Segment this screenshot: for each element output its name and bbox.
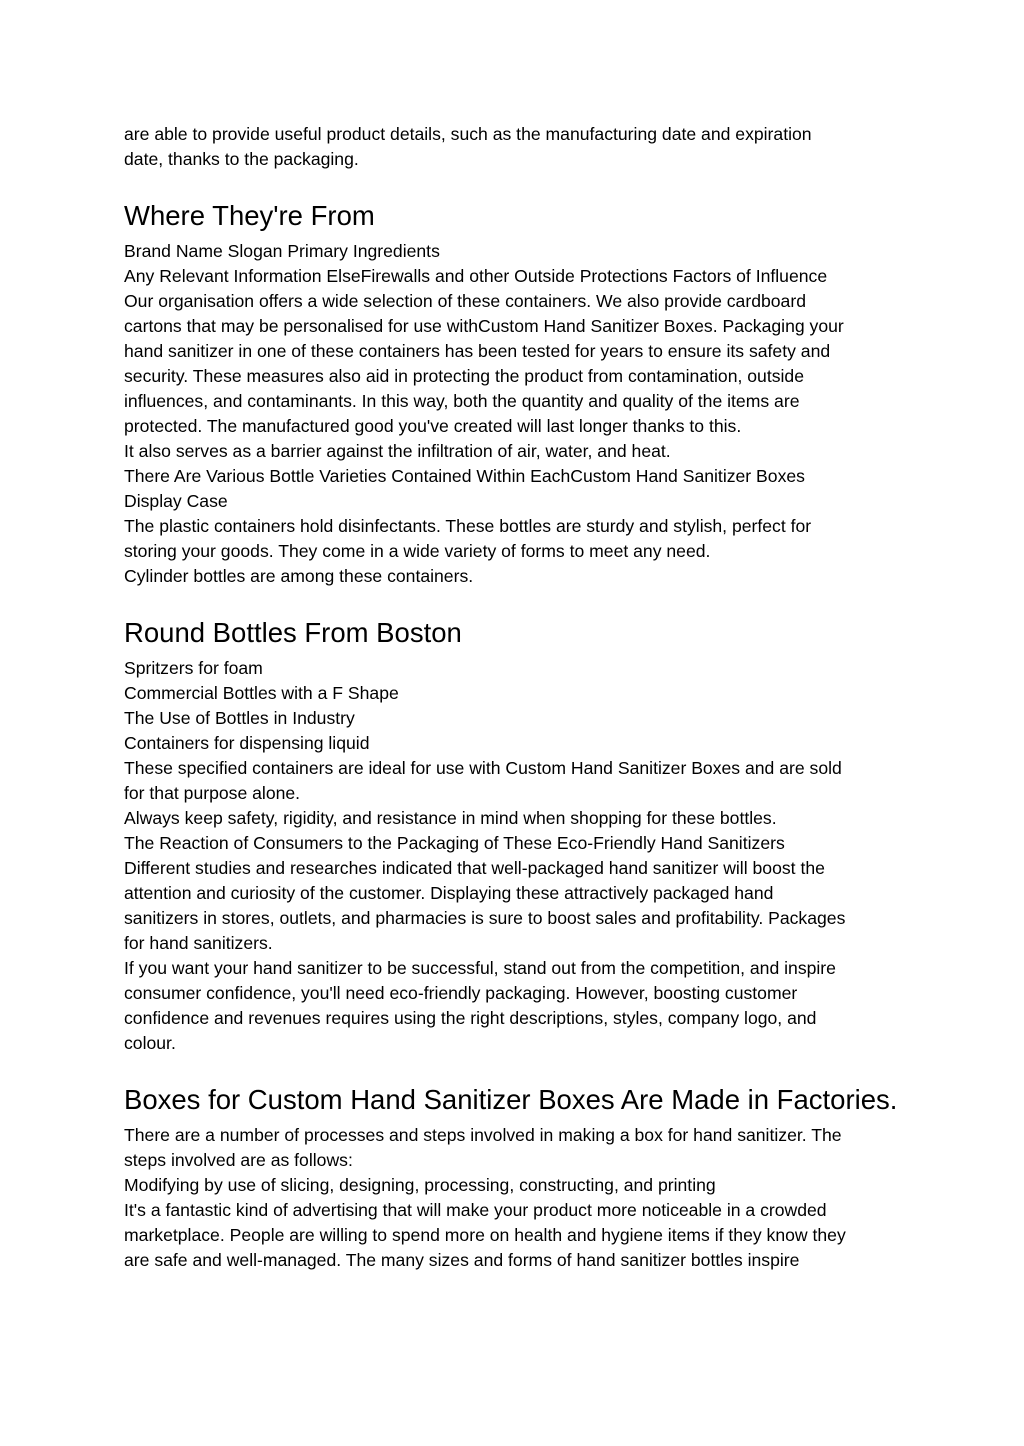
body-line: are safe and well-managed. The many sizes and forms of hand sanitizer bottles inspire [124, 1250, 800, 1270]
body-line: There Are Various Bottle Varieties Contained Within EachCustom Hand Sanitizer Boxes [124, 466, 805, 486]
body-line: steps involved are as follows: [124, 1150, 353, 1170]
section-where-theyre-from [124, 172, 904, 589]
body-line: Our organisation offers a wide selection of these containers. We also provide cardboard [124, 291, 806, 311]
body-line: The Use of Bottles in Industry [124, 708, 355, 728]
body-line: Always keep safety, rigidity, and resistance in mind when shopping for these bottles. [124, 808, 777, 828]
body-line: If you want your hand sanitizer to be successful, stand out from the competition, and inspire [124, 958, 836, 978]
body-line: storing your goods. They come in a wide variety of forms to meet any need. [124, 541, 711, 561]
body-line: Commercial Bottles with a F Shape [124, 683, 399, 703]
body-line: cartons that may be personalised for use withCustom Hand Sanitizer Boxes. Packaging your [124, 316, 844, 336]
intro-paragraph [124, 122, 904, 172]
body-line: Cylinder bottles are among these containers. [124, 566, 474, 586]
section-heading: Boxes for Custom Hand Sanitizer Boxes Are Made in Factories. [124, 1084, 898, 1115]
body-line: Containers for dispensing liquid [124, 733, 370, 753]
body-line: consumer confidence, you'll need eco-friendly packaging. However, boosting customer [124, 983, 798, 1003]
body-line: hand sanitizer in one of these containers has been tested for years to ensure its safety and [124, 341, 831, 361]
body-line: It's a fantastic kind of advertising that will make your product more noticeable in a crowded [124, 1200, 827, 1220]
body-line: Any Relevant Information ElseFirewalls and other Outside Protections Factors of Influence [124, 266, 828, 286]
body-line: Brand Name Slogan Primary Ingredients [124, 241, 440, 261]
body-line: colour. [124, 1033, 176, 1053]
body-line: The Reaction of Consumers to the Packaging of These Eco-Friendly Hand Sanitizers [124, 833, 785, 853]
body-line: protected. The manufactured good you've created will last longer thanks to this. [124, 416, 742, 436]
body-line: It also serves as a barrier against the infiltration of air, water, and heat. [124, 441, 671, 461]
body-line: Different studies and researches indicated that well-packaged hand sanitizer will boost the [124, 858, 825, 878]
body-line: There are a number of processes and steps involved in making a box for hand sanitizer. The [124, 1125, 842, 1145]
section-boxes-factories [124, 1056, 904, 1273]
section-heading: Where They're From [124, 200, 375, 231]
body-line: Spritzers for foam [124, 658, 263, 678]
body-line: The plastic containers hold disinfectants. These bottles are sturdy and stylish, perfect for [124, 516, 812, 536]
body-line: marketplace. People are willing to spend more on health and hygiene items if they know they [124, 1225, 846, 1245]
body-line: confidence and revenues requires using the right descriptions, styles, company logo, and [124, 1008, 817, 1028]
body-line: These specified containers are ideal for use with Custom Hand Sanitizer Boxes and are sold [124, 758, 842, 778]
document-page [124, 122, 904, 1273]
body-line: attention and curiosity of the customer. Displaying these attractively packaged hand [124, 883, 774, 903]
body-line: Display Case [124, 491, 228, 511]
body-line: date, thanks to the packaging. [124, 149, 359, 169]
body-line: security. These measures also aid in protecting the product from contamination, outside [124, 366, 804, 386]
section-heading: Round Bottles From Boston [124, 617, 462, 648]
body-line: sanitizers in stores, outlets, and pharmacies is sure to boost sales and profitability. Packages [124, 908, 846, 928]
body-line: are able to provide useful product details, such as the manufacturing date and expiration [124, 124, 812, 144]
body-line: Modifying by use of slicing, designing, processing, constructing, and printing [124, 1175, 716, 1195]
body-line: for hand sanitizers. [124, 933, 273, 953]
body-line: for that purpose alone. [124, 783, 301, 803]
body-line: influences, and contaminants. In this way, both the quantity and quality of the items are [124, 391, 800, 411]
section-round-bottles [124, 589, 904, 1056]
